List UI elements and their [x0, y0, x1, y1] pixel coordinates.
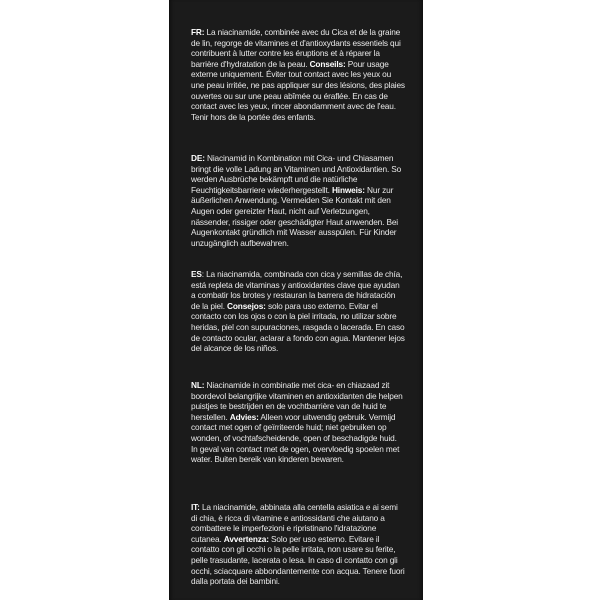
- advice-heading: Hinweis:: [331, 184, 365, 195]
- description-text: Niacinamid in Kombination mit Cica- und Chiasamen bringt die volle Ladung an Vitaminen und Antioxidantien. So werden Ausbrüche bekämpft und die natürliche Feuchtigkeitsbarriere wiederhergestellt.: [191, 153, 402, 195]
- description-text: Niacinamide in combinatie met cica- en chiazaad zit boordevol belangrijke vitaminen en antioxidanten die helpen puistjes te bestrijden en de vochtbarrière van de huid te herstellen.: [191, 380, 403, 422]
- advice-heading: Avvertenza:: [223, 533, 269, 544]
- advice-text: Solo per uso esterno. Evitare il contatto con gli occhi o la pelle irritata, non usare su ferite, pelle trasudante, lacerata o lesa. In caso di contatto con gli occhi, sciacquare abbondantemente con acqua. Tenere fuori dalla portata dei bambini.: [191, 533, 405, 587]
- german-text: [191, 153, 405, 248]
- product-label-panel: [169, 0, 423, 600]
- italian-text: [191, 502, 405, 587]
- advice-text: Nur zur äußerlichen Anwendung. Vermeiden Sie Kontakt mit den Augen oder gereizter Haut, nicht auf Verletzungen, nässender, rissiger oder geschädigter Haut anwenden. Bei Augenkontakt gründlich mit Wasser ausspülen. Für Kinder unzugänglich aufbewahren.: [191, 184, 398, 248]
- spanish-section: [191, 269, 405, 354]
- spanish-text: [191, 269, 405, 354]
- advice-heading: Consejos:: [227, 300, 266, 311]
- german-section: [191, 153, 405, 248]
- advice-text: solo para uso externo. Evitar el contacto con los ojos o con la piel irritada, no utilizar sobre heridas, piel con supuraciones, rasgada o lacerada. En caso de contacto ocular, aclarar a fondo con agua. Mantener lejos del alcance de los niños.: [191, 300, 405, 354]
- description-text: : La niacinamida, combinada con cica y semillas de chía, está repleta de vitaminas y antioxidantes clave que ayudan a combatir los brotes y restauran la barrera de hidratación de la piel.: [191, 269, 403, 311]
- description-text: La niacinamide, abbinata alla centella asiatica e ai semi di chia, è ricca di vitamine e antiossidanti che aiutano a combattere le imperfezioni e ripristinano l'idratazione cutanea.: [191, 502, 398, 544]
- language-code: FR:: [191, 27, 205, 37]
- french-section: [191, 27, 405, 122]
- french-text: [191, 27, 405, 122]
- language-code: NL:: [191, 380, 205, 390]
- dutch-text: [191, 380, 405, 465]
- advice-text: Alleen voor uitwendig gebruik. Vermijd contact met ogen of geïrriteerde huid; niet gebruiken op wonden, of vochtafscheidende, open of beschadigde huid. In geval van contact met de ogen, overvloedig spoelen met water. Buiten bereik van kinderen bewaren.: [191, 411, 400, 465]
- language-code: ES: [191, 269, 202, 279]
- advice-heading: Advies:: [229, 411, 259, 422]
- description-text: La niacinamide, combinée avec du Cica et de la graine de lin, regorge de vitamines et d'antioxydants essentiels qui contribuent à lutter contre les éruptions et à réparer la barrière d'hydratation de la peau.: [191, 27, 401, 69]
- italian-section: [191, 502, 405, 587]
- dutch-section: [191, 380, 405, 465]
- advice-heading: Conseils:: [309, 58, 346, 69]
- language-code: DE:: [191, 153, 205, 163]
- language-code: IT:: [191, 502, 200, 512]
- advice-text: Pour usage externe uniquement. Éviter tout contact avec les yeux ou une peau irritée, ne pas appliquer sur des lésions, des plaies ouvertes ou sur une peau abîmée ou éraflée. En cas de contact avec les yeux, rincer abondamment avec de l'eau. Tenir hors de la portée des enfants.: [191, 58, 405, 122]
